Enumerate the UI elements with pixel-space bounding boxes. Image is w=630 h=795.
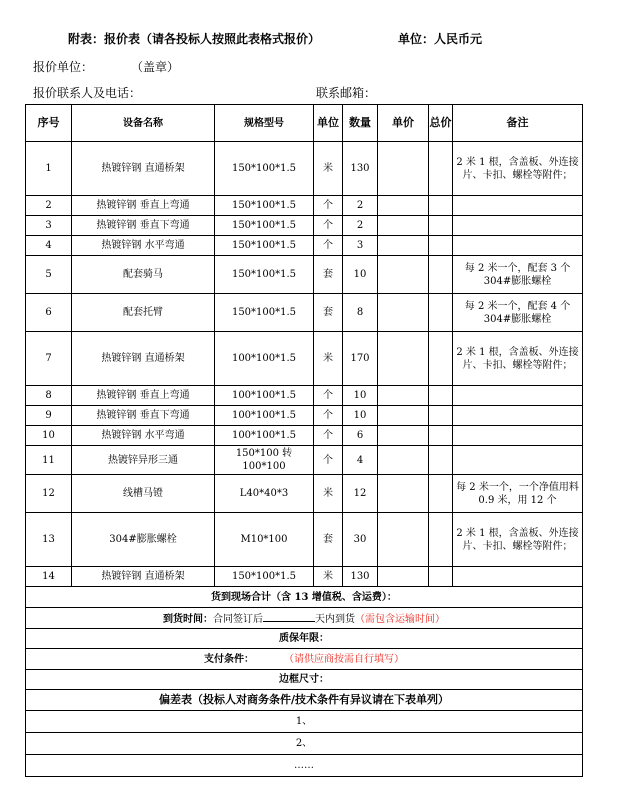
row-note: 2 米 1 根，含盖板、外连接片、卡扣、螺栓等附件；	[453, 142, 583, 196]
row-spec: 100*100*1.5	[215, 386, 314, 406]
currency-unit: 单位：人民币元	[398, 32, 483, 46]
row-price[interactable]	[378, 332, 429, 386]
row-note: 每 2 米一个，一个净值用料 0.9 米，用 12 个	[453, 475, 583, 513]
row-price[interactable]	[378, 386, 429, 406]
deviation-line-2: 2、	[26, 733, 583, 755]
row-qty: 8	[343, 294, 378, 332]
row-note	[453, 446, 583, 475]
row-total[interactable]	[429, 475, 453, 513]
row-spec: 150*100*1.5	[215, 142, 314, 196]
row-spec: 100*100*1.5	[215, 426, 314, 446]
row-name: 线槽马镫	[72, 475, 215, 513]
row-unit: 个	[314, 386, 343, 406]
delivery-pre: 合同签订后	[213, 613, 263, 625]
deviation-line-3: ……	[26, 755, 583, 777]
row-unit: 套	[314, 256, 343, 294]
row-price[interactable]	[378, 196, 429, 216]
table-header-row	[26, 105, 583, 142]
row-unit: 个	[314, 426, 343, 446]
row-note: 2 米 1 根，含盖板、外连接片、卡扣、螺栓等附件；	[453, 332, 583, 386]
row-total[interactable]	[429, 294, 453, 332]
doc-title: 附表：报价表（请各投标人按照此表格式报价）	[68, 32, 321, 46]
col-header-total: 总价	[429, 105, 453, 142]
row-total[interactable]	[429, 513, 453, 567]
row-total[interactable]	[429, 567, 453, 587]
contact-label: 报价联系人及电话：	[33, 86, 142, 100]
row-name: 热镀锌钢 直通桥架	[72, 332, 215, 386]
delivery-post: 天内到货	[315, 613, 355, 625]
row-total[interactable]	[429, 426, 453, 446]
row-note	[453, 426, 583, 446]
row-price[interactable]	[378, 216, 429, 236]
row-note: 2 米 1 根，含盖板、外连接片、卡扣、螺栓等附件；	[453, 513, 583, 567]
row-unit: 套	[314, 513, 343, 567]
row-no: 8	[26, 386, 72, 406]
row-price[interactable]	[378, 236, 429, 256]
row-total[interactable]	[429, 142, 453, 196]
table-row	[26, 216, 583, 236]
row-total[interactable]	[429, 216, 453, 236]
table-row	[26, 475, 583, 513]
col-header-note: 备注	[453, 105, 583, 142]
row-name: 配套骑马	[72, 256, 215, 294]
row-total[interactable]	[429, 332, 453, 386]
row-spec: M10*100	[215, 513, 314, 567]
seal-label: （盖章）	[131, 60, 180, 74]
delivery-note: （需包含运输时间）	[355, 613, 445, 625]
row-note	[453, 216, 583, 236]
quote-table	[25, 104, 583, 777]
row-spec: 150*100*1.5	[215, 256, 314, 294]
row-qty: 170	[343, 332, 378, 386]
warranty-row: 质保年限：	[26, 629, 583, 649]
row-total[interactable]	[429, 236, 453, 256]
row-price[interactable]	[378, 406, 429, 426]
row-name: 热镀锌钢 水平弯通	[72, 236, 215, 256]
payment-label: 支付条件：	[204, 653, 254, 665]
deviation-line-1: 1、	[26, 711, 583, 733]
row-note	[453, 386, 583, 406]
table-row	[26, 386, 583, 406]
email-label: 联系邮箱：	[316, 86, 377, 100]
table-row	[26, 256, 583, 294]
bidder-label: 报价单位：	[33, 60, 94, 74]
row-total[interactable]	[429, 196, 453, 216]
table-row	[26, 426, 583, 446]
table-row	[26, 294, 583, 332]
row-no: 4	[26, 236, 72, 256]
row-qty: 30	[343, 513, 378, 567]
table-row	[26, 567, 583, 587]
col-header-unit: 单位	[314, 105, 343, 142]
row-no: 5	[26, 256, 72, 294]
col-header-spec: 规格型号	[215, 105, 314, 142]
col-header-name: 设备名称	[72, 105, 215, 142]
row-name: 配套托臂	[72, 294, 215, 332]
table-row	[26, 513, 583, 567]
row-total[interactable]	[429, 406, 453, 426]
row-no: 3	[26, 216, 72, 236]
row-note	[453, 567, 583, 587]
row-unit: 个	[314, 406, 343, 426]
deviation-title: 偏差表（投标人对商务条件/技术条件有异议请在下表单列）	[26, 690, 583, 711]
row-unit: 米	[314, 142, 343, 196]
row-unit: 米	[314, 475, 343, 513]
row-spec: 100*100*1.5	[215, 406, 314, 426]
row-unit: 个	[314, 196, 343, 216]
row-spec: 150*100*1.5	[215, 567, 314, 587]
row-name: 热镀锌钢 垂直上弯通	[72, 386, 215, 406]
row-no: 7	[26, 332, 72, 386]
row-qty: 10	[343, 406, 378, 426]
row-no: 9	[26, 406, 72, 426]
row-no: 13	[26, 513, 72, 567]
row-spec: 150*100*1.5	[215, 236, 314, 256]
row-price[interactable]	[378, 475, 429, 513]
row-qty: 2	[343, 196, 378, 216]
row-no: 12	[26, 475, 72, 513]
row-qty: 130	[343, 567, 378, 587]
row-name: 热镀锌钢 垂直上弯通	[72, 196, 215, 216]
row-spec: 150*100*1.5	[215, 216, 314, 236]
table-row	[26, 406, 583, 426]
row-total[interactable]	[429, 446, 453, 475]
row-name: 热镀锌钢 水平弯通	[72, 426, 215, 446]
row-no: 2	[26, 196, 72, 216]
row-price[interactable]	[378, 446, 429, 475]
row-price[interactable]	[378, 256, 429, 294]
table-row	[26, 236, 583, 256]
row-spec: 150*100*1.5	[215, 294, 314, 332]
row-name: 热镀锌钢 垂直下弯通	[72, 406, 215, 426]
row-note: 每 2 米一个，配套 4 个 304#膨胀螺栓	[453, 294, 583, 332]
row-unit: 套	[314, 294, 343, 332]
table-row	[26, 446, 583, 475]
row-name: 304#膨胀螺栓	[72, 513, 215, 567]
row-no: 6	[26, 294, 72, 332]
row-no: 14	[26, 567, 72, 587]
row-unit: 米	[314, 567, 343, 587]
row-note: 每 2 米一个，配套 3 个 304#膨胀螺栓	[453, 256, 583, 294]
row-total[interactable]	[429, 256, 453, 294]
row-qty: 10	[343, 256, 378, 294]
row-unit: 个	[314, 216, 343, 236]
frame-row: 边框尺寸：	[26, 670, 583, 690]
row-qty: 4	[343, 446, 378, 475]
row-name: 热镀锌钢 直通桥架	[72, 567, 215, 587]
row-qty: 3	[343, 236, 378, 256]
row-price[interactable]	[378, 426, 429, 446]
row-spec: 150*100*1.5	[215, 196, 314, 216]
payment-row	[26, 649, 583, 670]
col-header-no: 序号	[26, 105, 72, 142]
row-price[interactable]	[378, 142, 429, 196]
row-qty: 12	[343, 475, 378, 513]
payment-note: （请供应商按需自行填写）	[284, 653, 404, 665]
row-spec: 150*100 转 100*100	[215, 446, 314, 475]
row-qty: 6	[343, 426, 378, 446]
total-row: 货到现场合计（含 13 增值税、含运费）：	[26, 587, 583, 608]
row-qty: 10	[343, 386, 378, 406]
row-qty: 2	[343, 216, 378, 236]
delivery-label: 到货时间：	[163, 613, 213, 625]
row-note	[453, 406, 583, 426]
row-unit: 米	[314, 332, 343, 386]
row-price[interactable]	[378, 513, 429, 567]
delivery-days-blank[interactable]	[263, 611, 315, 622]
table-row	[26, 196, 583, 216]
row-note	[453, 236, 583, 256]
row-no: 11	[26, 446, 72, 475]
row-no: 10	[26, 426, 72, 446]
row-name: 热镀锌异形三通	[72, 446, 215, 475]
delivery-row	[26, 608, 583, 629]
row-no: 1	[26, 142, 72, 196]
col-header-qty: 数量	[343, 105, 378, 142]
row-total[interactable]	[429, 386, 453, 406]
row-name: 热镀锌钢 垂直下弯通	[72, 216, 215, 236]
row-spec: 100*100*1.5	[215, 332, 314, 386]
row-qty: 130	[343, 142, 378, 196]
col-header-price: 单价	[378, 105, 429, 142]
row-price[interactable]	[378, 567, 429, 587]
row-unit: 个	[314, 446, 343, 475]
table-row	[26, 142, 583, 196]
row-spec: L40*40*3	[215, 475, 314, 513]
table-row	[26, 332, 583, 386]
row-note	[453, 196, 583, 216]
row-unit: 个	[314, 236, 343, 256]
row-name: 热镀锌钢 直通桥架	[72, 142, 215, 196]
row-price[interactable]	[378, 294, 429, 332]
